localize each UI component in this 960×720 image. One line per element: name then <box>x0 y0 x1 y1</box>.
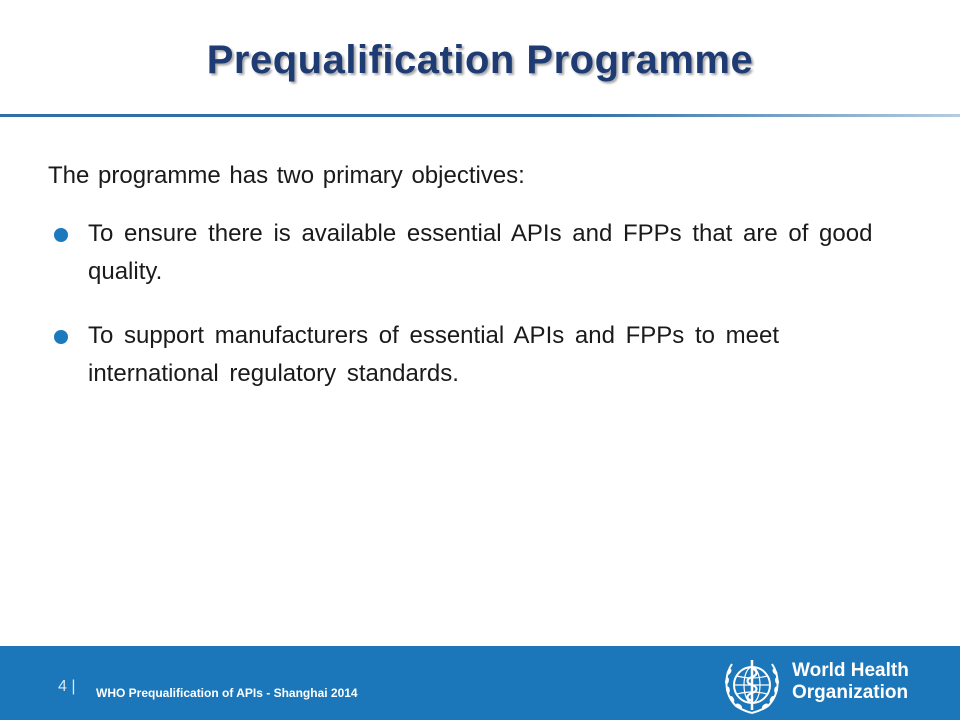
bullet-item <box>48 317 878 393</box>
title-divider <box>0 114 960 117</box>
footer-text: WHO Prequalification of APIs - Shanghai 2014 <box>96 686 358 700</box>
bullet-text: To ensure there is available essential APIs and FPPs that are of good quality. <box>88 220 873 286</box>
slide-number: 4 | <box>58 678 76 695</box>
footer-bar <box>0 646 960 720</box>
who-name-line2: Organization <box>792 682 909 703</box>
bullet-item <box>48 215 878 291</box>
who-emblem-icon <box>718 654 786 716</box>
bullet-dot-icon <box>54 228 68 242</box>
slide-content <box>48 160 878 419</box>
bullet-list <box>48 215 878 393</box>
bullet-dot-icon <box>54 330 68 344</box>
intro-text: The programme has two primary objectives: <box>48 162 525 189</box>
who-name-line1: World Health <box>792 660 909 681</box>
bullet-text: To support manufacturers of essential APIs and FPPs to meet international regulatory standards. <box>88 322 779 388</box>
who-logo-text <box>792 660 909 704</box>
slide-title: Prequalification Programme <box>206 38 754 82</box>
